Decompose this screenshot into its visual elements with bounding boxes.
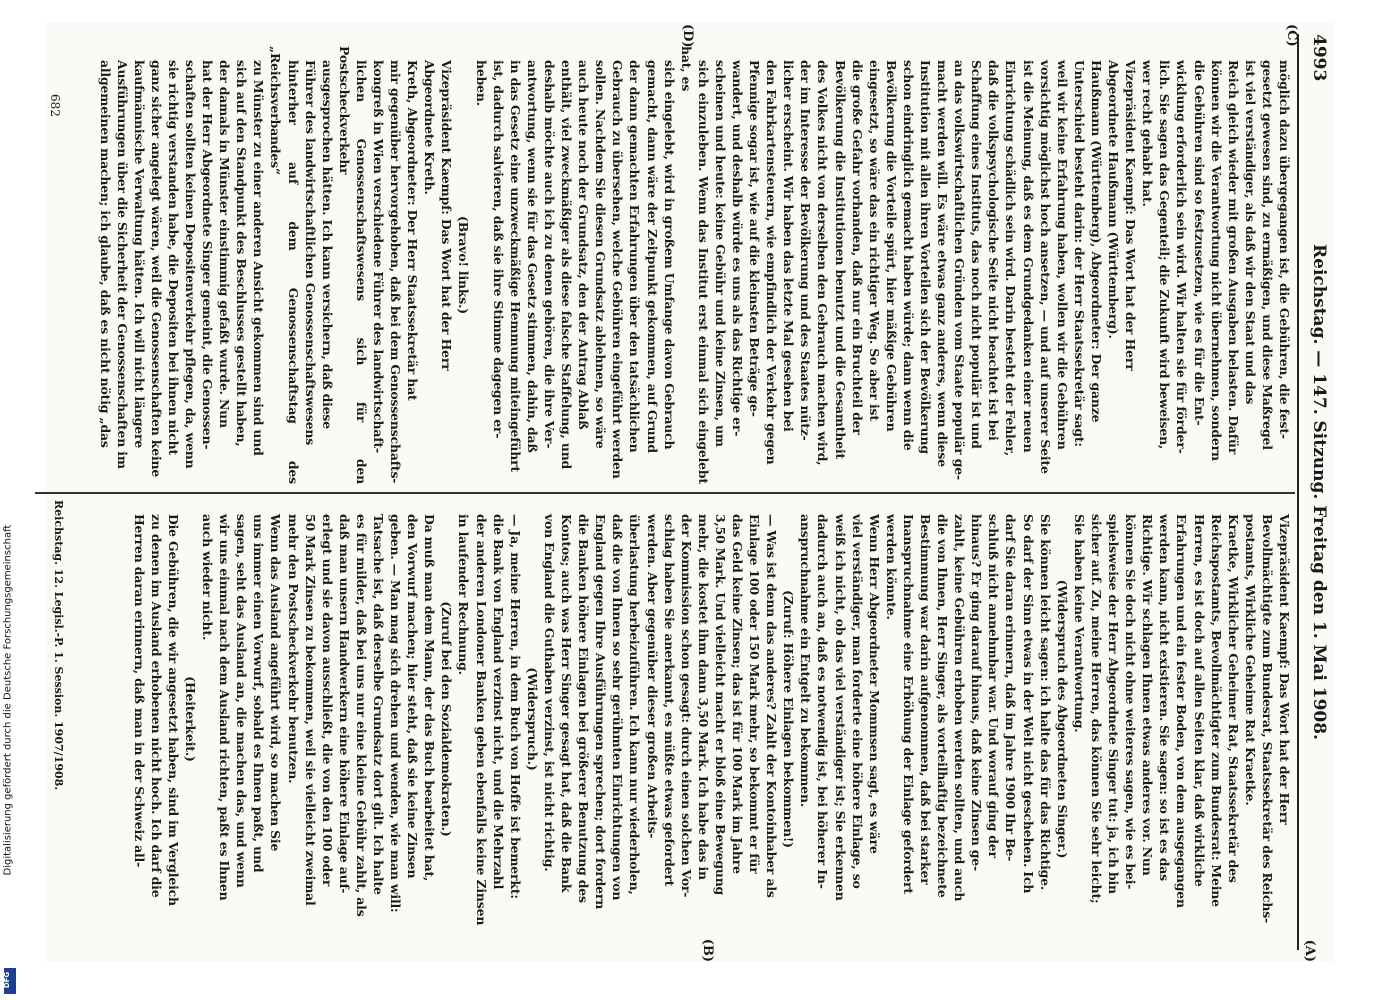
text-line: möglich dazu übergegangen ist, die Gebühren, die fest- [1277,60,1292,439]
text-line: macht werden will. Es wäre etwas ganz anderes, wenn diese [935,60,951,467]
session-footer: Reichstag. 12. Legisl.-P. 1. Session. 1907/1908. [52,500,65,791]
page-footer-number: 682 [48,94,62,117]
text-line: vorsichtig möglichst hoch ansetzen, — und auf unserer Seite [1037,60,1053,474]
text-line: gemacht, dann wäre der Zeitpunkt gekommen, auf Grund [644,60,660,453]
text-line: werden könnte. [883,514,899,620]
text-line: der damals in Münster einstimmig gefaßt wurde. Nun [217,60,233,428]
text-line: Schaffung eines Instituts, das noch nicht populär ist und [969,60,985,449]
text-line: zu Münster zu einer anderen Ansicht gekommen sind und [251,60,267,456]
dfg-logo [4,968,16,994]
text-line: die große Gefahr vorhanden, daß nur ein Bruchteil der [849,60,865,435]
text-line: Abgeordnete Kreth. [422,60,438,195]
text-line: Reich gleich wieder mit großen Ausgaben belasten. Dafür [1225,60,1241,455]
text-line: ausgesprochen hätten. Ich kann versichern, daß diese [319,60,335,429]
text-line: die Banken höhere Einlagen bei größerer Benutzung des [576,514,592,903]
text-line: an das volkswirtschaftlichen Gründen vom Staate populär ge- [952,60,968,481]
text-line: kaufmännische Verwaltung hätten. Ich will nicht längere [131,60,147,449]
text-line: zahlt, keine Gebühren erhoben werden sollten, und auch [952,514,968,902]
text-line: auch wieder nicht. [200,514,216,641]
text-line: Da muß man dem Mann, der das Buch bearbeitet hat, [422,514,438,882]
text-line: Haußmann (Württemberg), Abgeordneter: Der ganze [1088,60,1104,423]
page-number-left: 4993 [1309,34,1329,82]
text-line: auch heute noch der Grundsatz, den der Antrag Ablaß [576,60,592,430]
text-line: Einlage 100 oder 150 Mark mehr, so bekommt er für [747,514,763,874]
text-line: anspruchnahme ein Entgelt zu bekommen. [798,514,814,807]
text-line: (Widerspruch.) [524,667,540,771]
text-line: Führer des landwirtschaftlichen Genossenschaftswesens [302,60,318,446]
text-line: — Was ist denn das anderes? Zahlt der Kontoinhaber als [764,514,780,898]
text-line: hat der Herr Abgeordnete Singer gemeint, die Genossen- [200,60,216,450]
text-line: des Volkes nicht von derselben den Gebrauch machen wird, [815,60,831,466]
text-line: sich eingelebt, wird in großem Umfange davon Gebrauch [661,60,677,450]
text-line: So darf der Sinn etwas in der Welt nicht geschehen. Ich [1020,514,1036,894]
text-line: — Ja, meine Herren, in dem Buch von Hoffe ist bemerkt: [507,514,523,899]
text-line: 3,50 Mark. Und vielleicht macht er bloß eine Bewegung [712,514,728,896]
text-line: Institution mit allen ihren Vorteilen sich der Bevölkerung [918,60,934,454]
text-line: daß die von Ihnen so sehr gerühmten Einrichtungen von [610,514,626,901]
text-line: Vizepräsident Kaempf: Das Wort hat der Herr [1277,514,1292,825]
text-line: Vizepräsident Kaempf: Das Wort hat der Herr [439,60,455,371]
text-line: lich. Sie sagen das Gegenteil; die Zukunft wird beweisen, [1157,60,1173,450]
digitization-sidebar [4,0,16,1000]
funding-credit: Digitalisierung gefördert durch die Deutsche Forschungsgemeinschaft [2,524,14,876]
text-line: Kreth, Abgeordneter: Der Herr Staatssekretär hat [405,60,421,401]
text-line: uns immer einen Vorwurf, sobald es Ihnen paßt, und [251,514,267,873]
text-line: der anderen Londoner Banken geben ebenfalls keine Zinsen [473,514,489,926]
text-line: sich auf den Standpunkt des Beschlusses gestellt haben, [234,60,250,447]
text-line: Ausführungen über die Sicherheit der Genossenschaften im [114,60,130,469]
text-line: der dann gemachten Erfahrungen über den tatsächlichen [627,60,643,453]
text-line: mehr den Postscheckverkehr benutzen. [285,514,301,784]
text-line: überlastung herbeizuführen. Ich kann nur wiederholen, [627,514,643,895]
text-line: den Vorwurf machen; hier steht, daß sie keine Zinsen [405,514,421,879]
text-line: weiß ich nicht, ob das viel verständiger ist; Sie erkennen [832,514,848,901]
text-line: licher erscheint. Wir haben das letzte Mal gesehen bei [781,60,797,432]
text-line: mehr, die kostet ihm dann 3,50 Mark. Ich habe das in [695,514,711,880]
text-line: Gebrauch zu übersehen, welche Gebühren eingeführt werden [610,60,626,479]
running-title: Reichstag. — 147. Sitzung. Freitag den 1. Mai 1908. [1309,244,1329,740]
text-line: Richtige. Wir schlagen Ihnen etwas anderes vor. Nun [1140,514,1156,876]
text-line: Wenn Herr Abgeordneter Mommsen sagt, es wäre [866,514,882,854]
text-line: (Widerspruch des Abgeordneten Singer.) [1054,579,1070,859]
text-line: scheinen und heute: keine Gebühr und keine Zinsen, um [712,60,728,447]
text-line: antwortung, wenn sie für das Gesetz stimmen, dahin, daß [524,60,540,453]
text-line: (Bravo! links.) [456,215,472,315]
text-line: allgemeinen machen; ich glaube, daß es nicht nötig „das [97,60,113,448]
text-line: (Heiterkeit.) [183,676,198,762]
margin-marker-d: (D) [680,24,695,48]
text-line: wandert, und deshalb würde es uns als das Richtige er- [730,60,745,437]
text-line: hinaus? Er ging darauf hinaus, daß keine Zinsen ge- [969,514,985,872]
text-line: das Geld keine Zinsen; das ist für 100 Mark im Jahre [730,514,745,874]
text-line: der im Interesse der Bevölkerung und des Staates nütz- [798,60,814,441]
text-line: schaften sollten keinen Depositenverkehr pflegen, da, wenn [183,60,198,469]
text-line: Wenn das Ausland angeführt wird, so machen Sie [268,514,284,852]
text-line: Reichspostamts, Bevollmächtigter zum Bundesrat: Meine [1208,514,1224,907]
text-line: ganz sicher angelegt wären, weil die Genossenschaften keine [148,60,164,478]
text-line: werden kann, nicht existieren. Sie sagen: so ist es das [1157,514,1173,881]
text-line: erlegt und sie davon ausschließt, die von den 100 oder [319,514,335,887]
text-line: wir uns einmal nach dem Ausland richten, paßt es Ihnen [217,514,233,901]
text-line: spielsweise der Herr Abgeordnete Singer tut: ja, ich bin [1106,514,1122,894]
dfg-logo-text: DFG [3,971,12,989]
text-line: gesetzt gewesen sind, zu ermäßigen, und diese Maßregel [1259,60,1275,450]
text-line: werden. Aber gegenüber dieser großen Arbeits- [644,514,660,839]
text-line: Sie können leicht sagen: ich halte das für das Richtige. [1037,514,1053,891]
text-line: es für milder, daß bei uns nur eine kleine Gebühr zahlt, als [353,514,369,917]
text-line: Herren, es ist doch auf allen Seiten klar, daß wirkliche [1191,514,1207,887]
text-line: die von Ihnen, Herr Singer, als vorteilhaftig bezeichnete [935,514,951,898]
text-line: den Fahrkartensteuern, wie empfindlich der Verkehr gegen [764,60,780,465]
text-line: Kontos; auch was Herr Singer gesagt hat, daß die Bank [559,514,575,893]
text-line: sagen, seht das Ausland an, die machen das, und wenn [234,514,250,888]
text-line: schlag haben Sie anerkannt, es müßte etwas gefordert [661,514,677,887]
text-line: können Sie doch nicht ohne weiteres sagen, wie es bei- [1123,514,1139,890]
text-line: 50 Mark Zinsen zu bekommen, weil sie vielleicht zweimal [302,514,318,906]
text-line: England gegen Ihre Ausführungen sprechen; dort fordern [593,514,609,910]
text-line: daß die volkspsychologische Seite nicht beachtet ist bei [986,60,1002,441]
text-line: Die Gebühren, die wir angesetzt haben, sind im Vergleich [165,514,181,906]
text-line: Sie haben keine Verantwortung. [1071,514,1087,733]
text-line: hinterher auf dem Genossenschaftstag des „Reichsverbandes“ [268,46,301,484]
text-line: wicklung erforderlich sein wird. Wir halten sie für förder- [1174,60,1190,454]
scanned-page [45,22,1335,962]
text-line: Tatsache ist, daß derselbe Grundsatz dort gilt. Ich halte [371,514,387,895]
header-rule [1297,34,1299,950]
text-line: können wir die Verantwortung nicht übernehmen, sondern [1208,60,1224,461]
text-line: deshalb möchte auch ich zu denen gehören, die ihre Ver- [541,60,557,449]
text-line: Unterschied besteht darin: der Herr Staatssekretär sagt: [1071,60,1087,447]
text-line: Bevölkerung die Vorteile spürt, hier mäßige Gebühren [883,60,899,432]
text-line: (Zuruf: Höhere Einlagen bekommen!) [781,590,797,848]
text-line: in laufender Rechnung. [456,514,472,675]
text-line: der Kommission schon gesagt: durch einen solchen Vor- [678,514,694,898]
text-line: dadurch auch an, daß es notwendig ist, bei höherer In- [815,514,831,889]
text-line: ist viel verständiger, als daß wir den Staat und das [1242,60,1258,405]
text-line: sich einzuleben. Wenn das Institut erst einmal sich eingelebt hat, es [678,46,711,484]
text-line: die Gebühren sind so festzusetzen, wie es für die Ent- [1191,60,1207,426]
text-line: weil wir keine Erfahrung haben, wollen wir die Gebühren [1054,60,1070,450]
text-line: ist die Meinung, daß es dem Grundgedanken einer neuen [1020,60,1036,453]
text-line: schon eindringlich gemacht haben würde; dann wenn die [900,60,916,451]
text-line: Vizepräsident Kaempf: Das Wort hat der Herr [1123,60,1139,371]
text-line: (Zuruf bei den Sozialdemokraten.) [439,601,455,837]
text-line: enthält, viel zweckmäßiger als diese falsche Staffelung, und [559,60,575,470]
text-line: geben. — Man mag sich drehen und wenden, wie man will: [388,514,404,913]
text-line: Inanspruchnahme eine Erhöhung der Einlage gefordert [900,514,916,894]
text-line: sollen. Nachdem Sie diesen Grundsatz ablehnen, so wäre [593,60,609,449]
margin-marker-a: (A) [1302,939,1317,962]
text-line: Kraetke, Wirklicher Geheimer Rat, Staatssekretär des [1225,514,1241,883]
text-line: sicher auf. Zu, meine Herren, das können Sie sehr leicht; [1088,514,1104,904]
text-line: mir gegenüber hervorgehoben, daß bei dem Genossenschafts- [388,60,404,484]
text-line: eingesetzt, so wäre das ein richtiger Weg. So aber ist [866,60,882,421]
text-line: heben. [473,60,489,106]
text-line: Abgeordnete Haußmann (Württemberg). [1106,60,1122,339]
text-line: in das Gesetz eine unzweckmäßige Hemmung miteingeführt [507,60,523,473]
text-line: Bevollmächtigte zum Bundesrat, Staatssekretär des Reichs- [1259,514,1275,924]
text-line: Erfahrungen und ein fester Boden, von dem ausgegangen [1174,514,1190,908]
text-line: Pfennige sogar ist, wie auf die kleinsten Beträge ge- [747,60,763,417]
text-line: darf Sie daran erinnern, daß im Jahre 1900 Ihr Be- [1003,514,1019,862]
text-line: lichen Genossenschaftswesens sich für den Postscheckverkehr [336,46,369,484]
margin-marker-b: (B) [700,938,715,962]
text-line: Einrichtung schädlich sein wird. Darin besteht der Fehler, [1003,60,1019,456]
margin-marker-c: (C) [1284,24,1299,47]
text-line: zu denen im Ausland erhobenen nicht hoch. Ich darf die [148,514,164,898]
text-line: sie richtig verstanden habe, die Depositen bei ihnen nicht [165,60,181,456]
page-header [1299,34,1329,950]
text-line: viel verständiger, man forderte eine höhere Einlage, so [849,514,865,889]
text-line: die Bank von England verzinst nicht, und die Mehrzahl [490,514,506,890]
text-line: schluß nicht annehmbar war. Und worauf ging der [986,514,1002,858]
text-column-left [96,46,1293,484]
text-line: von England die Guthaben verzinst, ist nicht richtig. [541,514,557,872]
column-divider [35,492,1295,494]
text-line: Bestimmung war darin aufgenommen, daß bei starker [918,514,934,885]
text-line: daß man unsern Handwerkern eine höhere Einlage auf- [336,514,352,894]
text-line: kongreß in Wien verschiedene Führer des landwirtschaft- [371,60,387,454]
text-line: Bevölkerung die Institutionen benutzt und die Gesamtheit [832,60,848,460]
text-column-right [131,500,1293,938]
text-line: postamts, Wirkliche Geheime Rat Kraetke. [1242,514,1258,806]
text-line: ist, dadurch salvieren, daß sie ihre Stimme dagegen er- [490,60,506,439]
text-line: Herren daran erinnern, daß man in der Schweiz all- [131,514,147,868]
text-line: wer recht gehabt hat. [1140,60,1156,207]
